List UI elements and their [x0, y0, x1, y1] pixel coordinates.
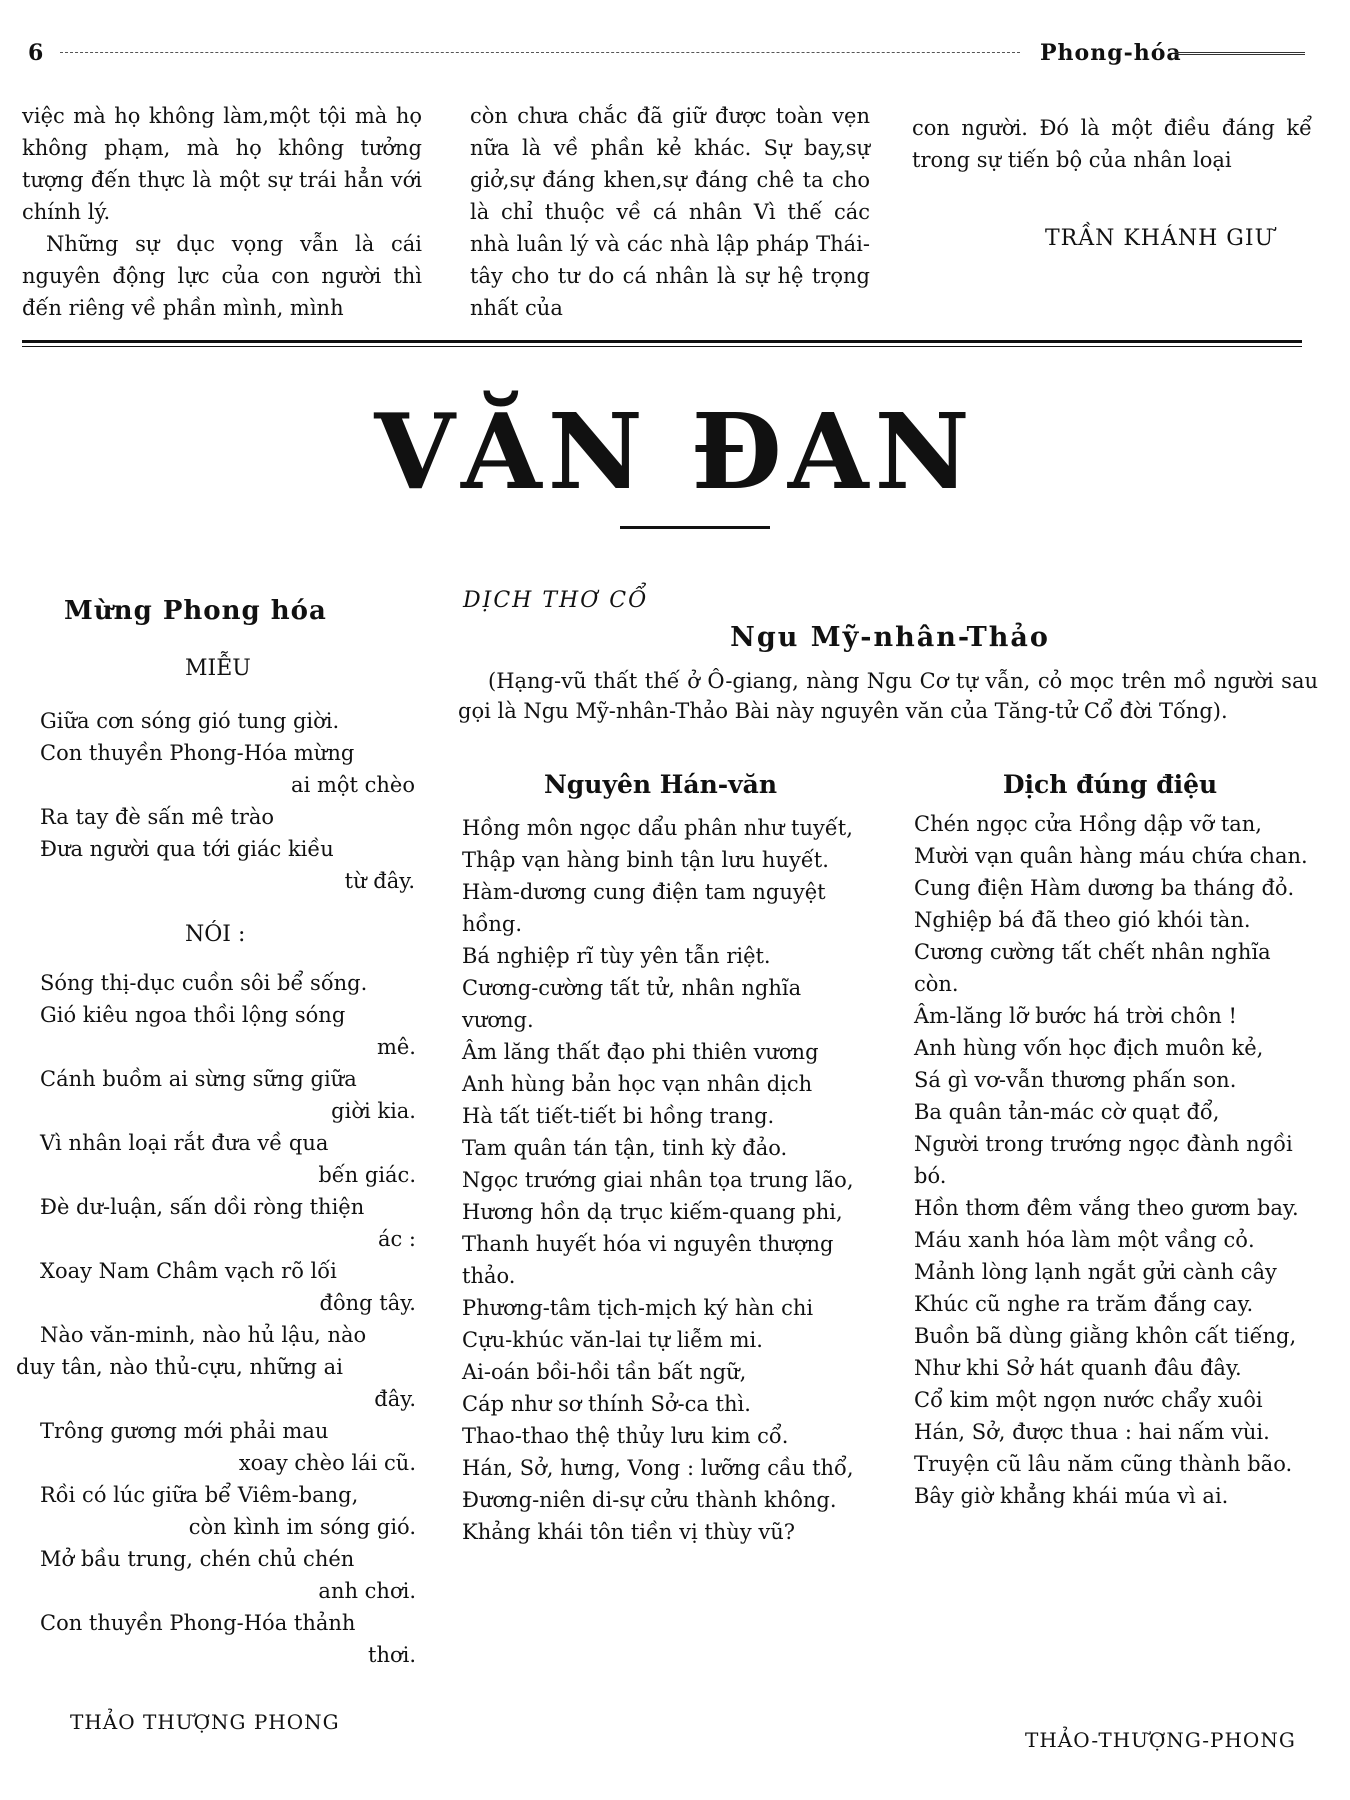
- header-rule: [60, 52, 1020, 53]
- verse-line: Gió kiêu ngoa thồi lộng sóng: [40, 1003, 346, 1027]
- verse-line: Con thuyền Phong-Hóa thảnh: [40, 1611, 356, 1635]
- translation-kicker: DỊCH THƠ CỔ: [463, 588, 649, 613]
- verse-line: Mười vạn quân hàng máu chứa chan.: [914, 844, 1308, 868]
- top-article-signature: TRẦN KHÁNH GIƯ: [1045, 226, 1275, 251]
- verse-line: Đè dư-luận, sấn dồi ròng thiện: [40, 1195, 365, 1219]
- verse-line: Hàm-dương cung điện tam nguyệt hồng.: [462, 880, 826, 936]
- verse-line: mê.: [376, 1035, 416, 1059]
- verse-line: Bây giờ khẳng khái múa vì ai.: [914, 1484, 1229, 1508]
- verse-line: Đưa người qua tới giác kiều: [40, 837, 334, 861]
- paragraph: Những sự dục vọng vẫn là cái nguyên động lực của con người thì đến riêng về phần mình, mình: [22, 232, 422, 320]
- verse-line: Như khi Sở hát quanh đâu đây.: [914, 1356, 1242, 1380]
- verse-line: Nào văn-minh, nào hủ lậu, nào: [40, 1323, 367, 1347]
- verse-line: Cựu-khúc văn-lai tự liễm mi.: [462, 1328, 763, 1352]
- verse-line: Nghiệp bá đã theo gió khói tàn.: [914, 908, 1251, 932]
- left-poem-signature: THẢO THƯỢNG PHONG: [70, 1710, 340, 1734]
- noi-verse: [16, 967, 416, 1671]
- verse-line: Đương-niên di-sự cửu thành không.: [462, 1488, 837, 1512]
- verse-line: Thanh huyết hóa vi nguyên thượng thảo.: [462, 1232, 834, 1288]
- verse-line: xoay chèo lái cũ.: [238, 1451, 416, 1475]
- verse-line: Chén ngọc cửa Hồng dập vỡ tan,: [914, 812, 1262, 836]
- verse-line: Hán, Sở, được thua : hai nấm vùi.: [914, 1420, 1270, 1444]
- verse-line: Cung điện Hàm dương ba tháng đỏ.: [914, 876, 1295, 900]
- verse-line: Cáp như sơ thính Sở-ca thì.: [462, 1392, 751, 1416]
- top-article-column-3: [912, 112, 1312, 176]
- verse-line: Ba quân tản-mác cờ quạt đổ,: [914, 1100, 1220, 1124]
- verse-line: Hồn thơm đêm vắng theo gươm bay.: [914, 1196, 1299, 1220]
- left-poem-title: Mừng Phong hóa: [64, 596, 327, 626]
- verse-line: Anh hùng bản học vạn nhân dịch: [462, 1072, 813, 1096]
- verse-line: bến giác.: [318, 1163, 416, 1187]
- verse-line: Khúc cũ nghe ra trăm đắng cay.: [914, 1292, 1254, 1316]
- verse-line: Cương-cường tất tử, nhân nghĩa vương.: [462, 976, 802, 1032]
- verse-line: Cánh buồm ai sừng sững giữa: [40, 1067, 357, 1091]
- verse-line: Phương-tâm tịch-mịch ký hàn chi: [462, 1296, 814, 1320]
- publication-title: Phong-hóa: [1040, 40, 1182, 66]
- verse-line: thơi.: [368, 1643, 416, 1667]
- translation-intro: (Hạng-vũ thất thế ở Ô-giang, nàng Ngu Cơ tự vẫn, cỏ mọc trên mồ người sau gọi là Ngu Mỹ-nhân-Thảo Bài này nguyên văn của Tăng-tử Cổ đời Tống).: [458, 669, 1318, 723]
- verse-line: Ngọc trướng giai nhân tọa trung lão,: [462, 1168, 854, 1192]
- original-heading: Nguyên Hán-văn: [543, 770, 778, 799]
- verse-line: Cương cường tất chết nhân nghĩa còn.: [914, 940, 1271, 996]
- verse-line: Âm-lăng lỡ bước há trời chôn !: [914, 1004, 1237, 1028]
- verse-line: duy tân, nào thủ-cựu, những ai: [16, 1355, 343, 1379]
- translation-signature: THẢO-THƯỢNG-PHONG: [1025, 1728, 1296, 1752]
- verse-line: Bá nghiệp rĩ tùy yên tẫn riệt.: [462, 944, 771, 968]
- verse-line: Thập vạn hàng binh tận lưu huyết.: [462, 848, 829, 872]
- verse-line: từ đây.: [344, 869, 415, 893]
- verse-line: Ai-oán bồi-hồi tần bất ngữ,: [462, 1360, 747, 1384]
- translated-verse: [914, 808, 1314, 1512]
- verse-line: Xoay Nam Châm vạch rõ lối: [40, 1259, 337, 1283]
- mieu-verse: [40, 705, 415, 897]
- verse-line: đây.: [374, 1387, 416, 1411]
- verse-line: Tam quân tán tận, tinh kỳ đảo.: [462, 1136, 788, 1160]
- paragraph: con người. Đó là một điều đáng kể trong sự tiến bộ của nhân loại: [912, 116, 1312, 172]
- verse-line: Trông gương mới phải mau: [40, 1419, 329, 1443]
- verse-line: Rồi có lúc giữa bể Viêm-bang,: [40, 1483, 359, 1507]
- verse-line: Mảnh lòng lạnh ngắt gửi cành cây: [914, 1260, 1277, 1284]
- verse-line: còn kình im sóng gió.: [188, 1515, 416, 1539]
- verse-line: Vì nhân loại rắt đưa về qua: [40, 1131, 329, 1155]
- verse-line: Hồng môn ngọc dẩu phân như tuyết,: [462, 816, 853, 840]
- verse-line: ác :: [377, 1227, 416, 1251]
- top-article-column-2: [470, 100, 870, 324]
- noi-label: NÓI :: [185, 922, 246, 947]
- page-number: 6: [28, 40, 44, 66]
- paragraph: còn chưa chắc đã giữ được toàn vẹn nữa là về phần kẻ khác. Sự bay,sự giở,sự đáng khen,sự đáng chê ta cho là chỉ thuộc về cá nhân Vì thế các nhà luân lý và các nhà lập pháp Thái-tây cho tư do cá nhân là sự hệ trọng nhất của: [470, 104, 870, 320]
- verse-line: Hà tất tiết-tiết bi hồng trang.: [462, 1104, 775, 1128]
- verse-line: Khảng khái tôn tiền vị thùy vũ?: [462, 1520, 796, 1544]
- translated-heading: Dịch đúng điệu: [1002, 770, 1218, 799]
- verse-line: anh chơi.: [318, 1579, 416, 1603]
- section-title: VĂN ĐAN: [374, 390, 976, 513]
- verse-line: Người trong trướng ngọc đành ngồi bó.: [914, 1132, 1293, 1188]
- verse-line: Truyện cũ lâu năm cũng thành bão.: [914, 1452, 1293, 1476]
- verse-line: Sá gì vơ-vẫn thương phấn son.: [914, 1068, 1237, 1092]
- translation-title: Ngu Mỹ-nhân-Thảo: [730, 622, 1050, 653]
- section-separator: [22, 340, 1302, 347]
- original-verse: [462, 812, 862, 1548]
- verse-line: Hương hồn dạ trục kiếm-quang phi,: [462, 1200, 843, 1224]
- verse-line: Mở bầu trung, chén chủ chén: [40, 1547, 355, 1571]
- verse-line: Máu xanh hóa làm một vầng cỏ.: [914, 1228, 1255, 1252]
- header-rule-right: [1175, 52, 1305, 55]
- mieu-label: MIỄU: [185, 656, 251, 681]
- verse-line: Giữa cơn sóng gió tung giời.: [40, 709, 340, 733]
- verse-line: đông tây.: [319, 1291, 416, 1315]
- title-underline: [620, 526, 770, 529]
- verse-line: Ra tay đè sấn mê trào: [40, 805, 275, 829]
- verse-line: Hán, Sở, hưng, Vong : lưỡng cầu thổ,: [462, 1456, 854, 1480]
- verse-line: Anh hùng vốn học địch muôn kẻ,: [914, 1036, 1264, 1060]
- verse-line: Âm lăng thất đạo phi thiên vương: [462, 1040, 819, 1064]
- verse-line: Buồn bã dùng giằng khôn cất tiếng,: [914, 1324, 1297, 1348]
- verse-line: Sóng thị-dục cuồn sôi bể sống.: [40, 971, 368, 995]
- verse-line: giời kia.: [331, 1099, 416, 1123]
- paragraph: việc mà họ không làm,một tội mà họ không phạm, mà họ không tưởng tượng đến thực là một sự trái hẳn với chính lý.: [22, 104, 422, 224]
- verse-line: Thao-thao thệ thủy lưu kim cổ.: [462, 1424, 789, 1448]
- verse-line: ai một chèo: [291, 773, 415, 797]
- verse-line: Con thuyền Phong-Hóa mừng: [40, 741, 355, 765]
- verse-line: Cổ kim một ngọn nước chẩy xuôi: [914, 1388, 1263, 1412]
- top-article-column-1: [22, 100, 422, 324]
